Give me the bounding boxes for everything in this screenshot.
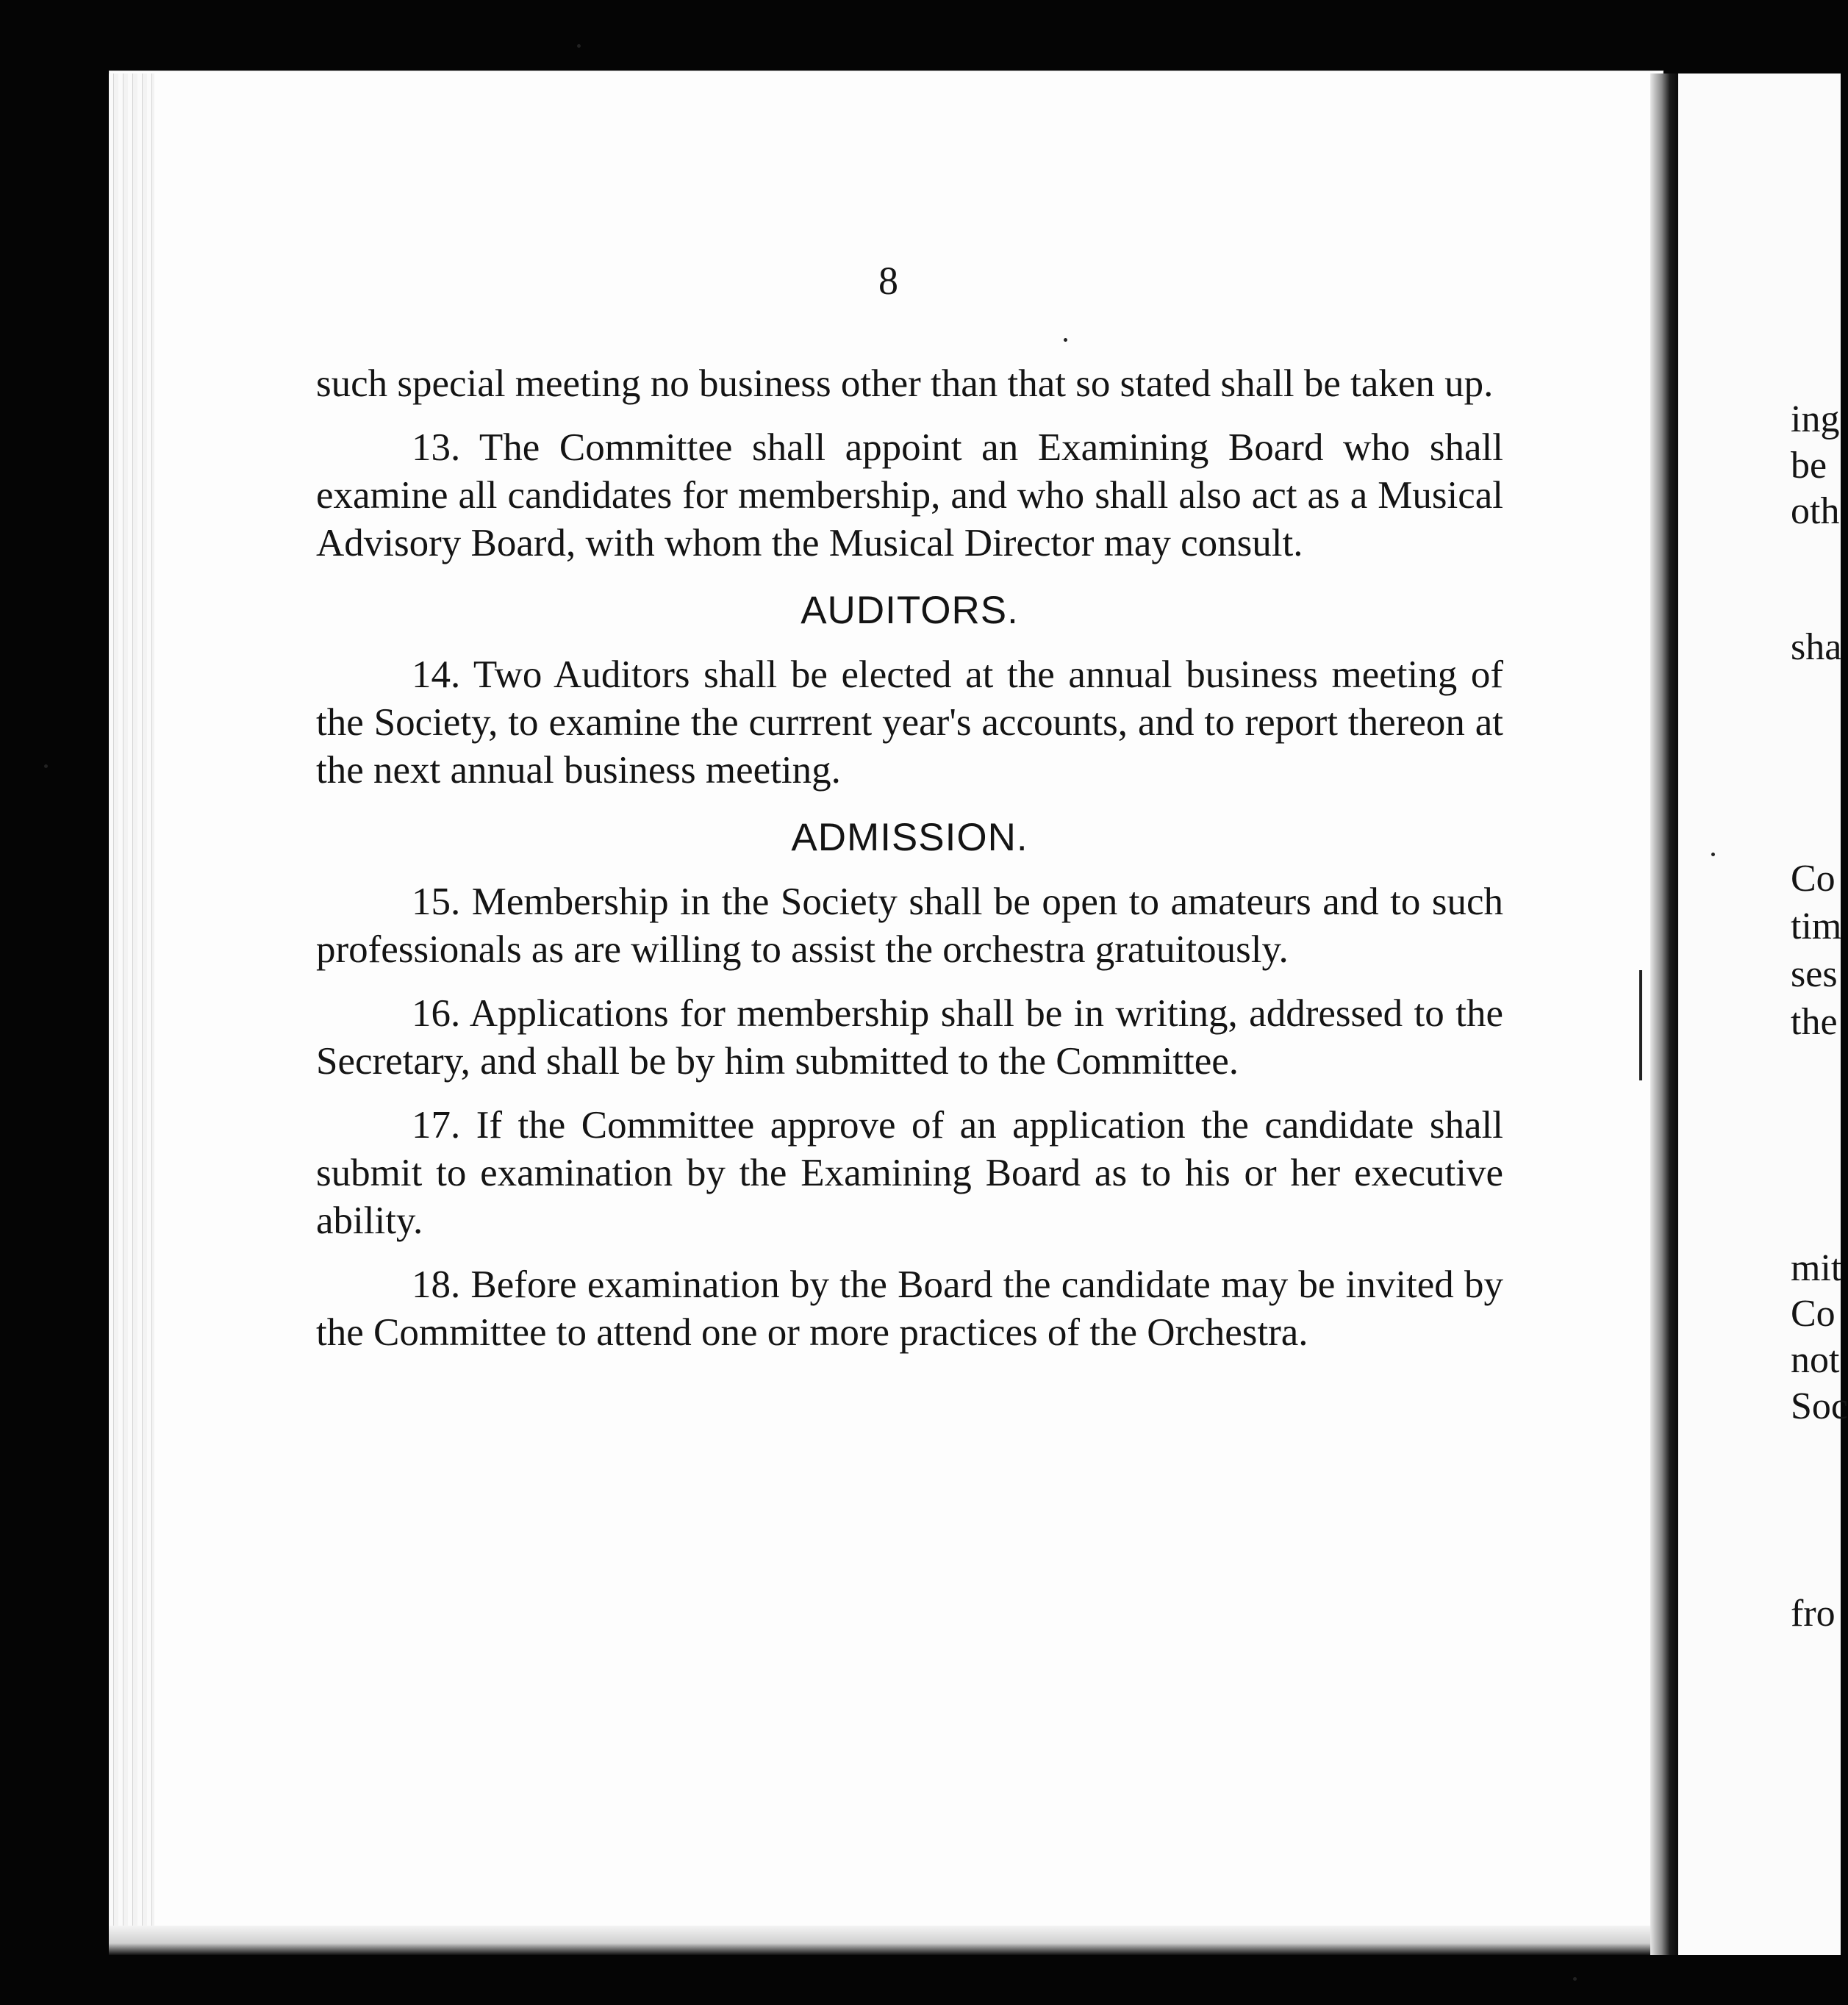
- right-fragment: the: [1791, 1001, 1838, 1043]
- heading-auditors: AUDITORS.: [801, 589, 1019, 632]
- heading-admission: ADMISSION.: [791, 816, 1028, 859]
- dust-speck: [44, 764, 48, 768]
- right-fragment: Co: [1791, 1293, 1836, 1335]
- right-fragment: be: [1791, 445, 1827, 487]
- book-gutter: [1650, 73, 1678, 1955]
- page-edge-stack: [109, 73, 154, 1951]
- right-fragment: fro: [1791, 1593, 1836, 1635]
- dust-speck: [1064, 338, 1067, 342]
- page-number: 8: [878, 259, 898, 303]
- clause-16: 16. Applications for membership shall be in writing, addressed to the Secretary, and shall be by him submitted to the Committee.: [316, 992, 1503, 1083]
- right-fragment: Soc: [1791, 1385, 1848, 1427]
- right-fragment: tim: [1791, 905, 1842, 947]
- right-fragment: mit: [1791, 1247, 1842, 1289]
- right-fragment: oth: [1791, 490, 1840, 532]
- left-page-body: [316, 360, 1503, 1357]
- dust-speck: [1573, 1977, 1577, 1981]
- clause-14: 14. Two Auditors shall be elected at the annual business meeting of the Society, to examine the currrent year's accounts, and to report thereon at the next annual business meeting.: [316, 653, 1503, 792]
- gutter-mark: [1639, 970, 1642, 1080]
- right-fragment: Co: [1791, 858, 1836, 900]
- dust-speck: [1711, 853, 1715, 856]
- clause-17: 17. If the Committee approve of an application the candidate shall submit to examination by the Examining Board as to his or her executive ability.: [316, 1104, 1503, 1242]
- page-bottom-edge: [109, 1926, 1663, 1955]
- dust-speck: [577, 44, 581, 48]
- clause-13: 13. The Committee shall appoint an Examining Board who shall examine all candidates for membership, and who shall also act as a Musical Advisory Board, with whom the Musical Director may consult.: [316, 426, 1503, 564]
- continuation-paragraph: such special meeting no business other than that so stated shall be taken up.: [316, 362, 1494, 405]
- clause-18: 18. Before examination by the Board the candidate may be invited by the Committee to attend one or more practices of the Orchestra.: [316, 1263, 1503, 1354]
- right-fragment: sha: [1791, 626, 1842, 668]
- clause-15: 15. Membership in the Society shall be open to amateurs and to such professionals as are willing to assist the orchestra gratuitously.: [316, 880, 1503, 971]
- right-fragment: ing: [1791, 398, 1840, 440]
- right-fragment: ses: [1791, 953, 1838, 995]
- right-fragment: not: [1791, 1339, 1840, 1381]
